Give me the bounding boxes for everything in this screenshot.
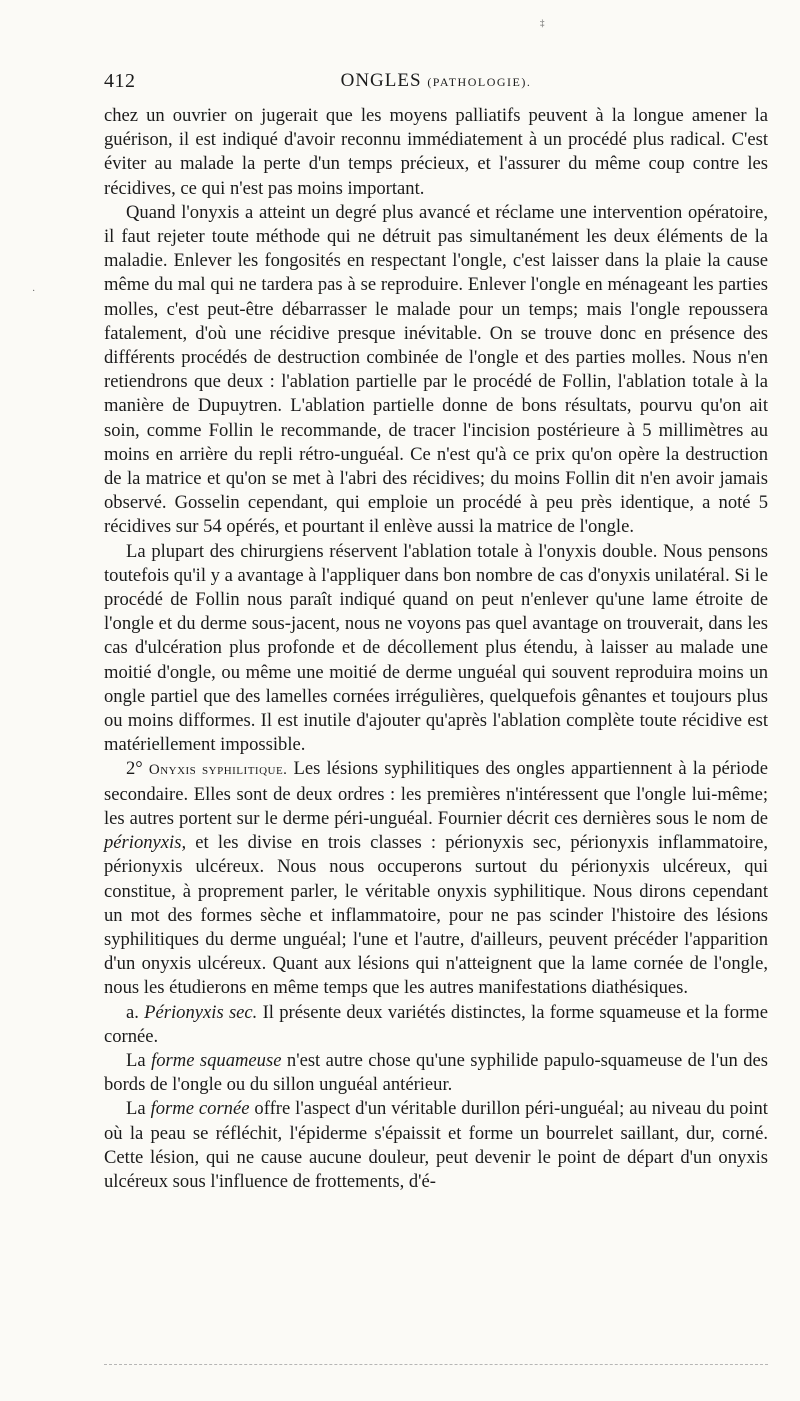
paragraph-text: offre l'aspect d'un véritable durillon péri-unguéal; au niveau du point où la peau se réfléchit, l'épiderme s'épaissit et forme un bourrelet saillant, dur, corné. Cette lésion, qui ne cause aucune douleur, peut devenir le point de départ d'un onyxis ulcéreux sous l'influence de frottements, d'é- — [104, 1098, 768, 1192]
paragraph-onyxis-syphilitique — [104, 757, 768, 1000]
paragraph-perionyxis-sec — [104, 1001, 768, 1049]
paragraph-text: Les lésions syphilitiques des ongles appartiennent à la période secondaire. Elles sont de deux ordres : les premières n'intéressent que l'ongle lui-même; les autres portent sur le derme péri-unguéal. Fournier décrit ces dernières sous le nom de — [104, 758, 768, 829]
paragraph-lead: La — [126, 1049, 152, 1071]
body-text — [104, 104, 768, 1194]
footer-rule — [104, 1364, 768, 1365]
running-header — [104, 68, 768, 104]
paragraph-text: n'est autre chose qu'une syphilide papulo-squameuse de l'un des bords de l'ongle ou du sillon unguéal antérieur. — [104, 1049, 769, 1096]
corner-mark: ‡ — [540, 18, 545, 28]
page-number: 412 — [104, 70, 136, 92]
section-number: 2° — [126, 758, 149, 780]
italic-term: forme cornée — [150, 1098, 250, 1120]
paragraph-forme-cornee — [104, 1097, 768, 1194]
running-title-sub: (PATHOLOGIE). — [427, 75, 532, 89]
section-heading: Onyxis syphilitique. — [148, 762, 288, 779]
italic-term: périonyxis, — [104, 832, 187, 854]
paragraph-3: La plupart des chirurgiens réservent l'ablation totale à l'onyxis double. Nous pensons toutefois qu'il y a avantage à l'appliquer dans bon nombre de cas d'onyxis unilatéral. Si le procédé de Follin nous paraît indiqué quand on peut n'enlever qu'une lame étroite de l'ongle et du derme sous-jacent, nous ne voyons pas quel avantage on trouverait, dans les cas d'ulcération plus profonde et de décollement plus étendu, à laisser au malade une moitié d'ongle, ou même une moitié de derme unguéal qui souvent reproduira moins un ongle partiel que des lamelles cornées irrégulières, quelquefois gênantes et toujours plus ou moins difformes. Il est inutile d'ajouter qu'après l'ablation complète toute récidive est matériellement impossible. — [104, 540, 768, 756]
paragraph-text: et les divise en trois classes : périonyxis sec, périonyxis inflammatoire, périonyxis ulcéreux. Nous nous occuperons surtout du périonyxis ulcéreux, qui constitue, à proprement parler, le véritable onyxis syphilitique. Nous dirons cependant un mot des formes sèche et inflammatoire, pour ne pas scinder l'histoire des lésions syphilitiques du derme unguéal; l'une et l'autre, d'ailleurs, peuvent précéder l'apparition d'un onyxis ulcéreux. Quant aux lésions qui n'atteignent que la lame cornée de l'ongle, nous les étudierons en même temps que les autres manifestations diathésiques. — [104, 832, 768, 999]
subsection-letter: a. — [126, 1001, 145, 1023]
document-page — [104, 68, 768, 1194]
margin-dot: · — [32, 286, 36, 297]
paragraph-2: Quand l'onyxis a atteint un degré plus avancé et réclame une intervention opératoire, il faut rejeter toute méthode qui ne détruit pas simultanément les deux éléments de la maladie. Enlever les fongosités en respectant l'ongle, c'est laisser dans la plaie la cause même du mal qui ne tardera pas à se reproduire. Enlever l'ongle en ménageant les parties molles, c'est peut-être débarrasser le malade pour un temps; mais l'ongle repoussera fatalement, d'où une récidive presque inévitable. On se trouve donc en présence des différents procédés de destruction combinée de l'ongle et des parties molles. Nous n'en retiendrons que deux : l'ablation partielle par le procédé de Follin, l'ablation totale à la manière de Dupuytren. L'ablation partielle donne de bons résultats, pourvu qu'on ait soin, comme Follin le recommande, de tracer l'incision postérieure à 5 millimètres au moins en arrière du repli rétro-unguéal. Ce n'est qu'à ce prix qu'on opère la destruction de la matrice et qu'on se met à l'abri des récidives; du moins Follin dit n'en avoir jamais observé. Gosselin cependant, qui emploie un procédé à peu près identique, a noté 5 récidives sur 54 opérés, et pourtant il enlève aussi la matrice de l'ongle. — [104, 201, 768, 538]
running-title-main: ONGLES — [340, 70, 422, 91]
paragraph-forme-squameuse — [104, 1049, 768, 1097]
italic-term: forme squameuse — [151, 1049, 282, 1071]
subsection-heading: Périonyxis sec. — [144, 1001, 258, 1023]
running-title — [104, 70, 768, 92]
paragraph-1: chez un ouvrier on jugerait que les moyens palliatifs peuvent à la longue amener la guérison, il est indiqué d'avoir reconnu immédiatement à un procédé plus radical. C'est éviter au malade la perte d'un temps précieux, et l'assurer du même coup contre les récidives, ce qui n'est pas moins important. — [104, 105, 768, 199]
paragraph-text: Il présente deux variétés distinctes, la forme squameuse et la forme cornée. — [104, 1001, 768, 1047]
paragraph-lead: La — [126, 1098, 151, 1120]
